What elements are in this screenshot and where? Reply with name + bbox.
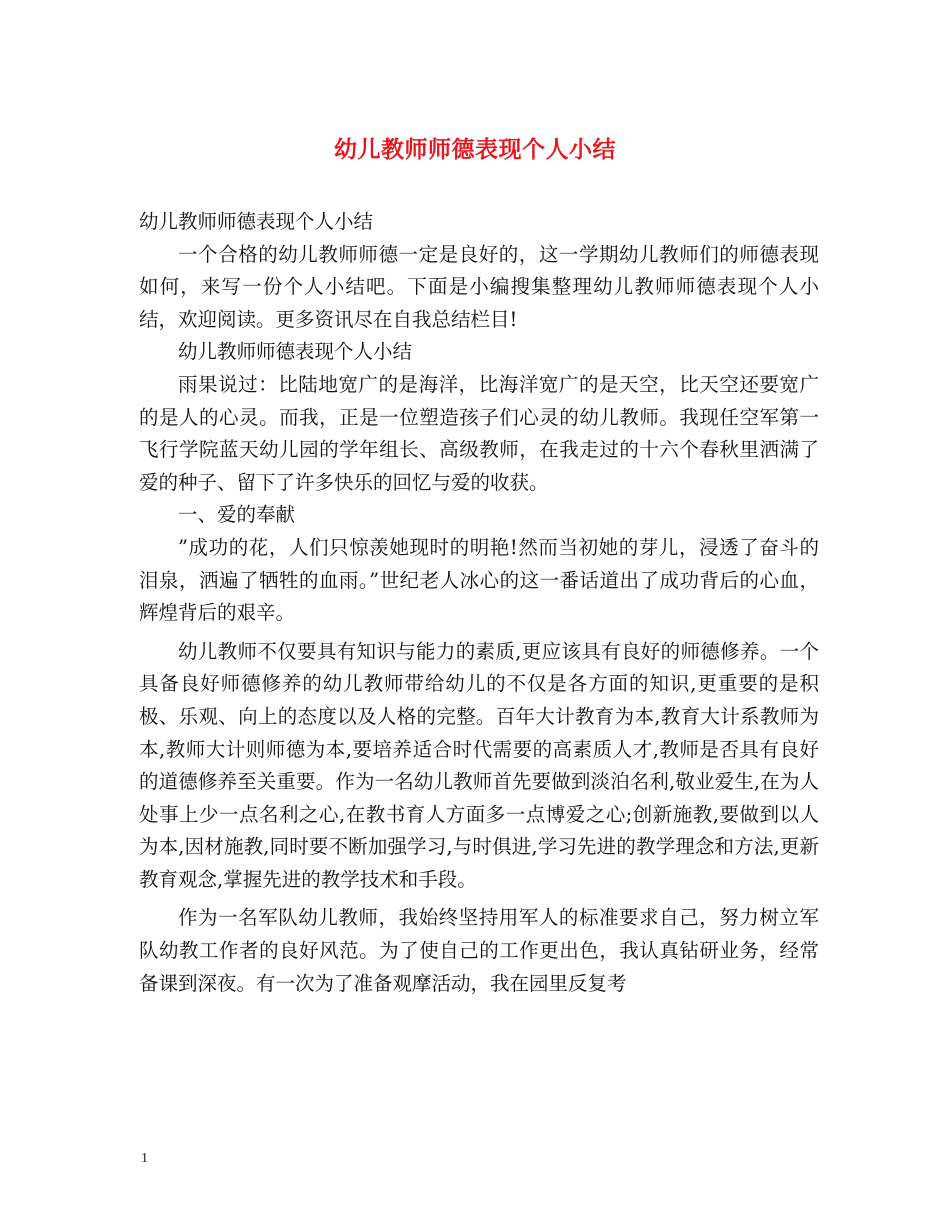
- paragraph-heading: 幼儿教师师德表现个人小结: [178, 340, 413, 364]
- document-body: [139, 206, 819, 1000]
- document-title: 幼儿教师师德表现个人小结: [334, 136, 616, 163]
- paragraph-teacher-ethics: 幼儿教师不仅要具有知识与能力的素质,更应该具有良好的师德修养。一个具备良好师德修养的幼儿教师带给幼儿的不仅是各方面的知识,更重要的是积极、乐观、向上的态度以及人格的完整。百年大计教育为本,教育大计系教师为本,教师大计则师德为本,要培养适合时代需要的高素质人才,教师是否具有良好的道德修养至关重要。作为一名幼儿教师首先要做到淡泊名利,敬业爱生,在为人处事上少一点名利之心,在教书育人方面多一点博爱之心;创新施教,要做到以人为本,因材施教,同时要不断加强学习,与时俱进,学习先进的教学理念和方法,更新教育观念,掌握先进的教学技术和手段。: [139, 639, 819, 891]
- section-heading-love: 一、爱的奉献: [178, 503, 296, 527]
- paragraph-hugo-quote: 雨果说过：比陆地宽广的是海洋，比海洋宽广的是天空，比天空还要宽广的是人的心灵。而我，正是一位塑造孩子们心灵的幼儿教师。我现任空军第一飞行学院蓝天幼儿园的学年组长、高级教师，在我走过的十六个春秋里洒满了爱的种子、留下了许多快乐的回忆与爱的收获。: [139, 372, 819, 494]
- paragraph-bingxin-quote: ”成功的花，人们只惊羡她现时的明艳!然而当初她的芽儿，浸透了奋斗的泪泉，洒遍了牺牲的血雨。”世纪老人冰心的这一番话道出了成功背后的心血，辉煌背后的艰辛。: [139, 535, 819, 625]
- paragraph-military-teacher: 作为一名军队幼儿教师，我始终坚持用军人的标准要求自己，努力树立军队幼教工作者的良好风范。为了使自己的工作更出色，我认真钻研业务，经常备课到深夜。有一次为了准备观摩活动，我在园里反复考: [139, 906, 819, 995]
- paragraph-subtitle: 幼儿教师师德表现个人小结: [139, 210, 374, 233]
- paragraph-intro: 一个合格的幼儿教师师德一定是良好的，这一学期幼儿教师们的师德表现如何，来写一份个人小结吧。下面是小编搜集整理幼儿教师师德表现个人小结，欢迎阅读。更多资讯尽在自我总结栏目!: [139, 242, 819, 331]
- page-number: 1: [141, 1151, 148, 1166]
